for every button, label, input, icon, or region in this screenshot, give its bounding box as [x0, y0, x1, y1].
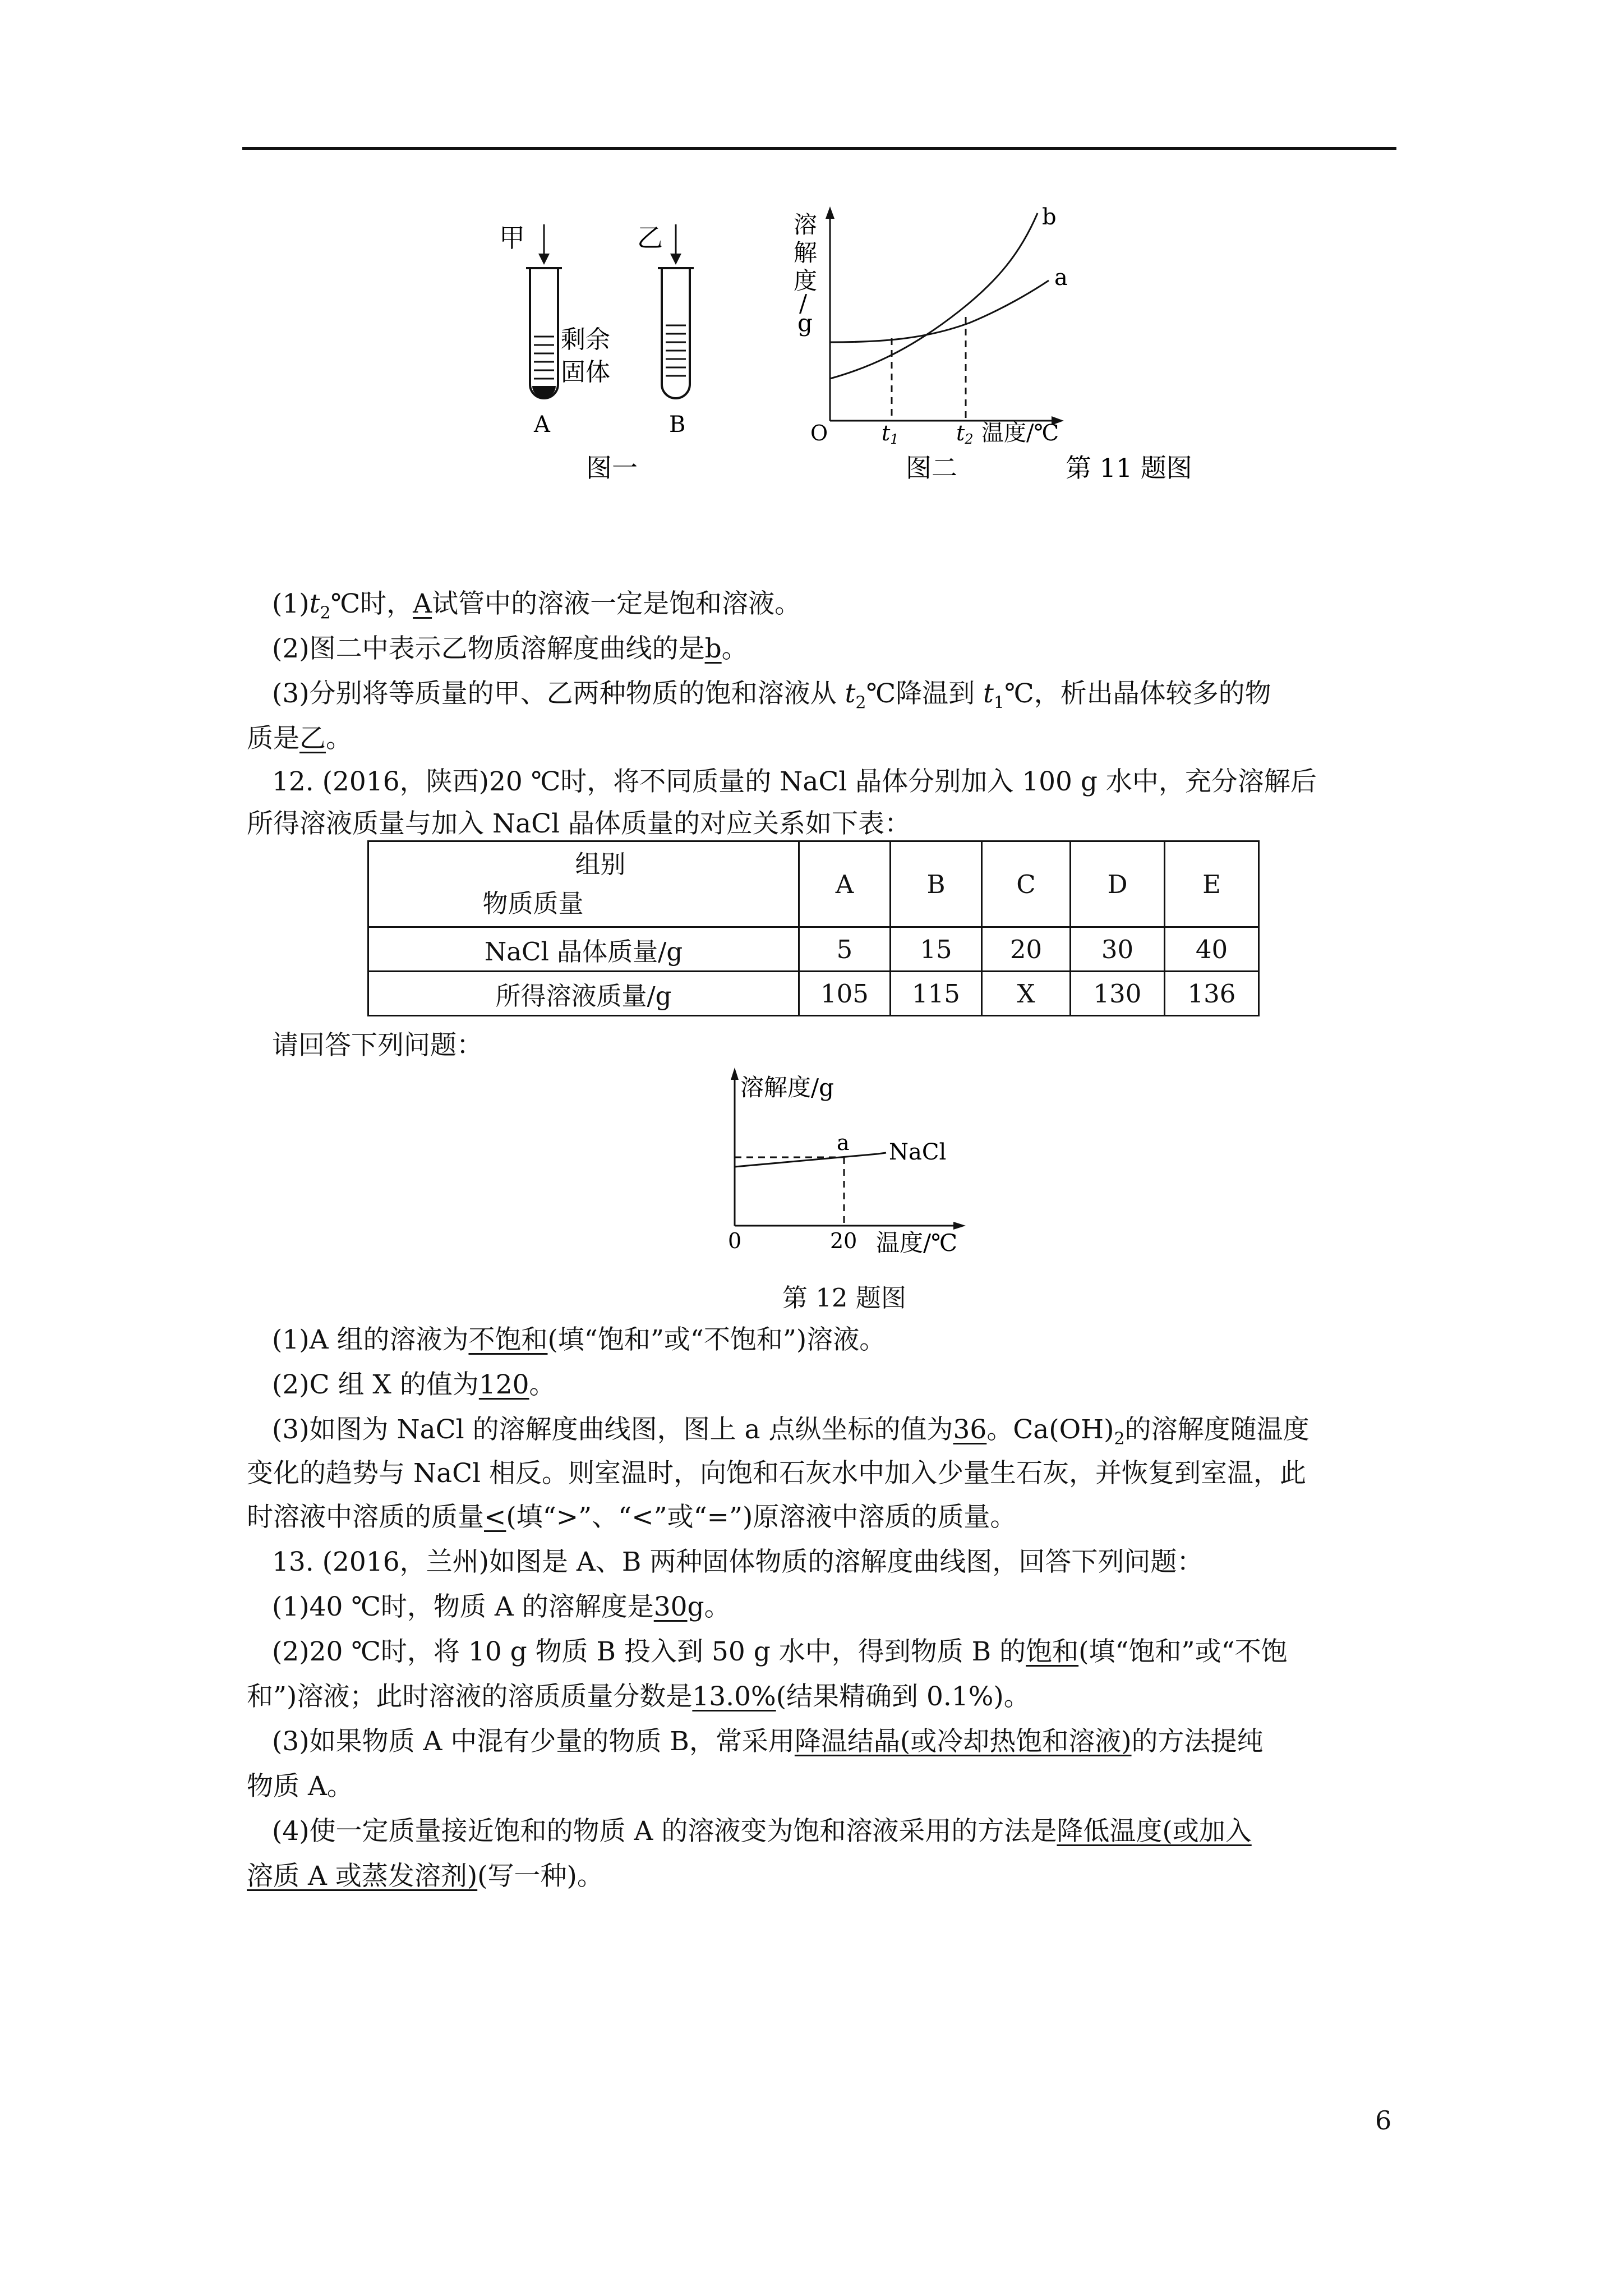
q13-part-1: (1)40 ℃时，物质 A 的溶解度是30g。: [272, 1591, 731, 1622]
q12-part-1: (1)A 组的溶液为不饱和(填“饱和”或“不饱和”)溶液。: [272, 1324, 886, 1355]
table-row-label: 所得溶液质量/g: [368, 972, 799, 1016]
figure-11-title: 第 11 题图: [1066, 453, 1192, 483]
origin-label: 0: [728, 1228, 742, 1253]
q13-part-2-cont: 和”)溶液；此时溶液的溶质质量分数是13.0%(结果精确到 0.1%)。: [247, 1681, 1030, 1712]
nacl-data-table: [367, 840, 1260, 1016]
y-axis-label-4: /: [799, 289, 808, 317]
table-header-cell: D: [1071, 841, 1165, 927]
curve-b-label: b: [1042, 204, 1057, 230]
table-cell: 20: [982, 927, 1071, 972]
series-label: NaCl: [889, 1139, 947, 1165]
q13-part-4: (4)使一定质量接近饱和的物质 A 的溶液变为饱和溶液采用的方法是降低温度(或加入: [272, 1816, 1252, 1847]
t1-label: t1: [882, 421, 899, 447]
q12-part-2: (2)C 组 X 的值为120。: [272, 1369, 556, 1400]
curve-a: [830, 280, 1049, 342]
solubility-graph: [794, 204, 1068, 447]
table-cell: 115: [891, 972, 982, 1016]
q13-part-3-cont: 物质 A。: [247, 1771, 353, 1802]
nacl-solubility-graph: [712, 1063, 981, 1271]
nacl-curve: [735, 1154, 878, 1167]
answer-blank: 饱和: [1026, 1636, 1079, 1667]
table-header-cell: B: [891, 841, 982, 927]
q11-part-1: $(1)t_2℃$时，A试管中的溶液一定是饱和溶液。: [272, 588, 801, 623]
q11-part-2: (2)图二中表示乙物质溶解度曲线的是b。: [272, 633, 748, 664]
y-axis-label-1: 溶: [794, 211, 818, 238]
answer-blank: b: [704, 633, 722, 664]
down-arrow-icon: [538, 224, 550, 265]
test-tube-a: [526, 268, 562, 398]
t2-label: t2: [956, 421, 974, 447]
q12-intro-cont: 所得溶液质量与加入 NaCl 晶体质量的对应关系如下表：: [247, 808, 911, 839]
y-axis-label: 溶解度/g: [740, 1074, 834, 1101]
residue-label-1: 剩余: [561, 325, 610, 354]
table-header-cell: A: [799, 841, 891, 927]
figure-12-title: 第 12 题图: [782, 1283, 906, 1313]
q12-part-3-line2: 变化的趋势与 NaCl 相反。则室温时，向饱和石灰水中加入少量生石灰，并恢复到室温，此: [247, 1458, 1307, 1489]
page-number: 6: [1375, 2105, 1392, 2136]
table-cell: 5: [799, 927, 891, 972]
tube-a-label: A: [534, 412, 550, 438]
curve-a-label: a: [1054, 265, 1068, 291]
q12-intro: 12. (2016，陕西)20 ℃时，将不同质量的 NaCl 晶体分别加入 100 g 水中，充分溶解后: [272, 766, 1317, 797]
figure-1-caption: 图一: [586, 453, 638, 483]
q11-part-3-cont: 质是乙。: [247, 723, 352, 754]
y-axis-label-5: g: [797, 309, 813, 337]
q13-part-3: (3)如果物质 A 中混有少量的物质 B，常采用降温结晶(或冷却热饱和溶液)的方法提纯: [272, 1726, 1264, 1757]
answer-blank: 36: [953, 1414, 987, 1445]
answer-blank: 溶质 A 或蒸发溶剂): [247, 1861, 478, 1892]
table-row-label: NaCl 晶体质量/g: [368, 927, 799, 972]
tube-b-label: B: [669, 412, 686, 438]
table-cell: 30: [1071, 927, 1165, 972]
curve-b: [830, 213, 1038, 379]
table-row: [368, 927, 1259, 972]
answer-blank: 乙: [299, 723, 326, 754]
figure-11: [477, 202, 1234, 494]
nacl-label-leader: [878, 1153, 886, 1154]
tube-a-substance-label: 甲: [499, 223, 525, 253]
x-axis-label: 温度/℃: [876, 1229, 958, 1257]
answer-blank: 不饱和: [468, 1324, 548, 1355]
table-cell: 105: [799, 972, 891, 1016]
figure-2-caption: 图二: [906, 453, 957, 483]
x-tick-label: 20: [830, 1228, 857, 1253]
answer-blank: 降低温度(或加入: [1057, 1816, 1252, 1847]
q12-part-3-line3: 时溶液中溶质的质量<(填“>”、“<”或“=”)原溶液中溶质的质量。: [247, 1502, 1017, 1533]
q12-part-3: (3)如图为 NaCl 的溶解度曲线图，图上 a 点纵坐标的值为36。$Ca(OH)_2$的溶解度随温度: [272, 1414, 1310, 1449]
header-rule: [242, 147, 1396, 150]
table-header-cell: E: [1165, 841, 1259, 927]
table-header-corner: 组别 物质质量: [368, 841, 799, 927]
q13-part-4-cont: 溶质 A 或蒸发溶剂)(写一种)。: [247, 1861, 603, 1892]
answer-blank: 降温结晶(或冷却热饱和溶液): [794, 1726, 1132, 1757]
answer-blank: 120: [478, 1369, 529, 1400]
table-cell: 136: [1165, 972, 1259, 1016]
answer-blank: A: [413, 588, 432, 619]
table-cell: 15: [891, 927, 982, 972]
origin-label: O: [810, 421, 828, 445]
table-header-cell: C: [982, 841, 1071, 927]
q13-part-2: (2)20 ℃时，将 10 g 物质 B 投入到 50 g 水中，得到物质 B 的饱和(填“饱和”或“不饱: [272, 1636, 1288, 1667]
x-axis-label: 温度/℃: [981, 420, 1059, 446]
down-arrow-icon: [670, 224, 681, 265]
answer-blank: 30: [653, 1591, 688, 1622]
q11-part-3: (3)分别将等质量的甲、乙两种物质的饱和溶液从 $t_2℃$降温到 $t_1℃$，析出晶体较多的物: [272, 678, 1271, 713]
y-axis-label-3: 度: [794, 267, 818, 295]
y-axis-label-2: 解: [794, 239, 818, 266]
test-tube-b: [658, 268, 694, 398]
q12-prompt: 请回答下列问题：: [272, 1030, 483, 1061]
table-cell: X: [982, 972, 1071, 1016]
residue-label-2: 固体: [561, 358, 610, 386]
table-cell: 130: [1071, 972, 1165, 1016]
table-row: [368, 972, 1259, 1016]
q13-intro: 13. (2016，兰州)如图是 A、B 两种固体物质的溶解度曲线图，回答下列问题：: [272, 1547, 1204, 1577]
table-header-row: [368, 841, 1259, 927]
answer-blank: <: [484, 1502, 506, 1533]
table-cell: 40: [1165, 927, 1259, 972]
point-a-label: a: [837, 1130, 850, 1155]
answer-blank: 13.0%: [692, 1681, 776, 1712]
tube-b-substance-label: 乙: [637, 223, 663, 253]
